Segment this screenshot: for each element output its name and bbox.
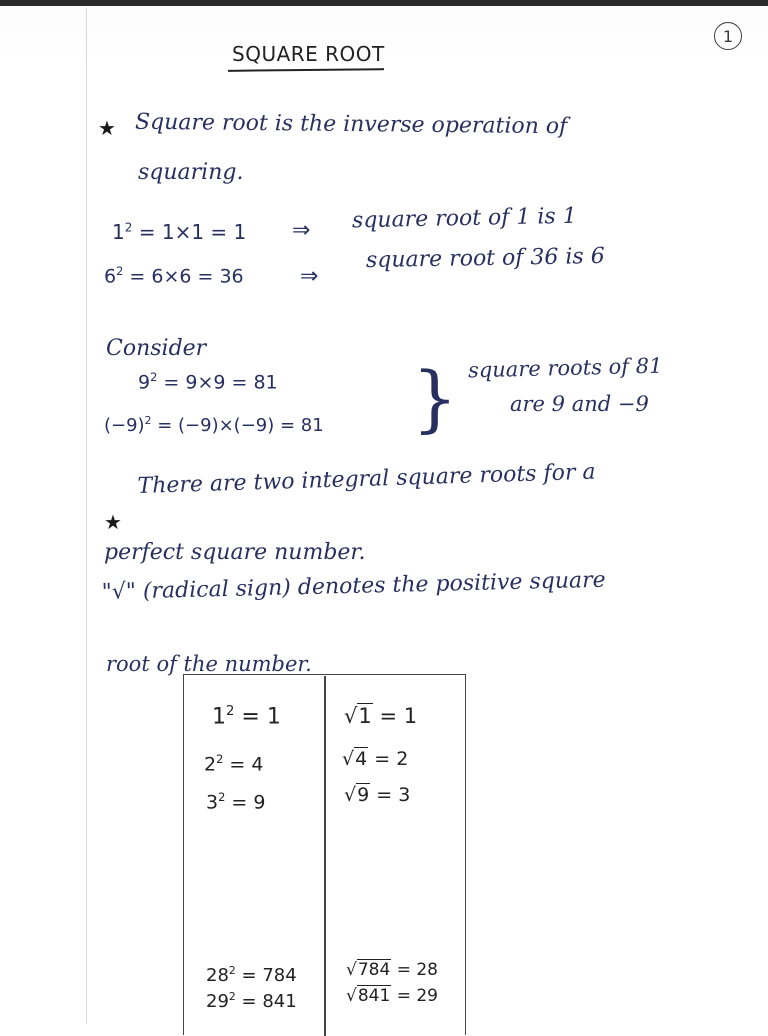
page-number: 1 (714, 22, 742, 50)
radical-line-2: root of the number. (106, 652, 312, 676)
brace-text-line-2: are 9 and −9 (510, 392, 649, 416)
definition-line-2: squaring. (138, 160, 244, 185)
table-divider (324, 676, 326, 1036)
table-row: √4 = 2 (342, 748, 409, 770)
implies-arrow: ⇒ (300, 264, 319, 289)
consider-label: Consider (106, 336, 207, 361)
example-1-text: square root of 1 is 1 (351, 203, 577, 234)
brace-text-line-1: square roots of 81 (467, 353, 663, 383)
margin-line (86, 8, 87, 1024)
radical-line-1: "√" (radical sign) denotes the positive square (101, 567, 606, 605)
consider-equation-1: $9^2 = 9\times 9 = 81$ (138, 370, 278, 394)
implies-arrow: ⇒ (292, 218, 311, 243)
star-icon: ★ (98, 116, 116, 140)
table-row: √9 = 3 (344, 784, 411, 806)
curly-brace: } (412, 356, 458, 440)
table-row: $28^2 = 784$ (206, 964, 297, 986)
title-underline (228, 68, 384, 72)
table-row: $3^2 = 9$ (206, 790, 266, 814)
table-row: √784 = 28 (346, 960, 438, 980)
star-icon: ★ (104, 510, 122, 534)
consider-equation-2: $(-9)^2 = (-9)\times(-9) = 81$ (104, 414, 324, 436)
fact-line-2: perfect square number. (104, 540, 366, 565)
table-row: √841 = 29 (346, 986, 438, 1006)
example-2-text: square root of 36 is 6 (365, 243, 605, 274)
table-row: $29^2 = 841$ (206, 990, 297, 1012)
example-2-equation: $6^2 = 6\times 6 = 36$ (104, 264, 244, 288)
page-title: SQUARE ROOT (232, 42, 385, 66)
fact-line-1: There are two integral square roots for a (137, 459, 596, 499)
table-row: $1^2 = 1$ (212, 704, 281, 730)
definition-line-1: Square root is the inverse operation of (134, 109, 568, 140)
table-row: √1 = 1 (344, 704, 418, 728)
table-row: $2^2 = 4$ (204, 752, 264, 776)
example-1-equation: $1^2 = 1\times 1 = 1$ (112, 220, 247, 244)
page-top-edge (0, 0, 768, 6)
